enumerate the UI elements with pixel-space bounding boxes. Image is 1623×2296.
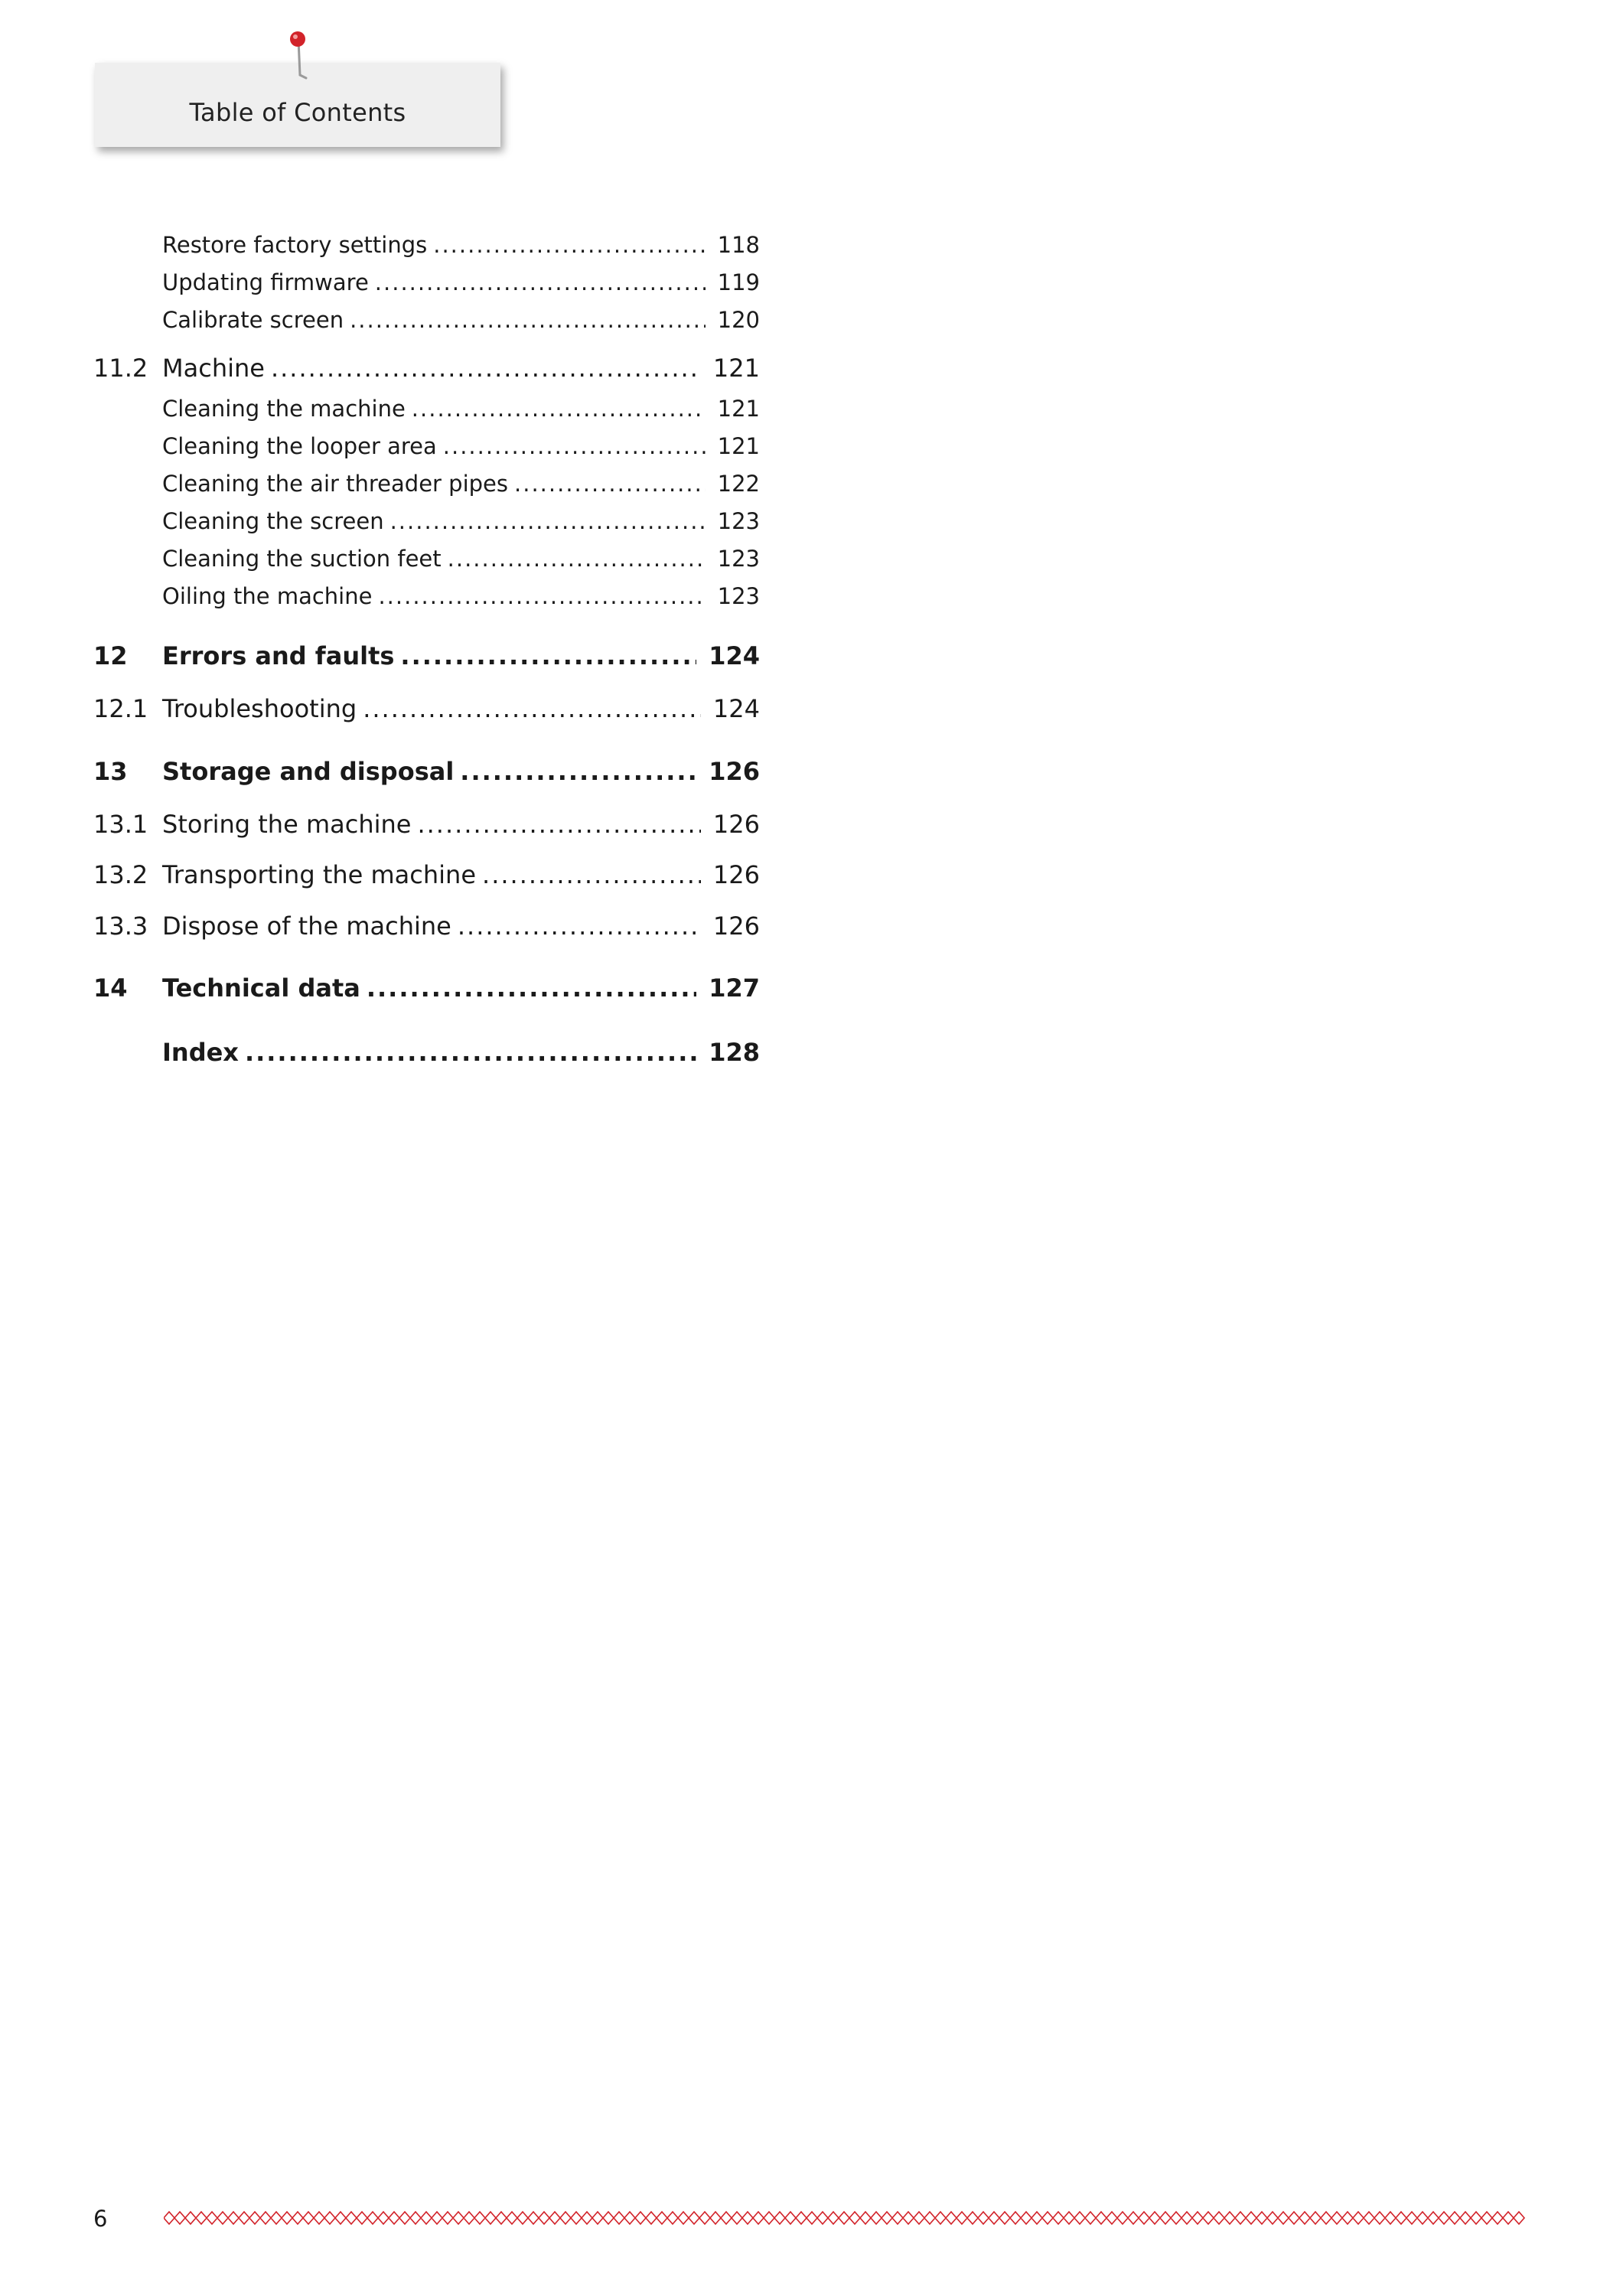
toc-entry[interactable] [93,508,760,534]
toc-entry-number: 12.1 [93,694,148,723]
toc-entry-title: Machine [162,354,265,383]
dot-leader [448,546,706,572]
toc-entry[interactable] [93,974,760,1003]
toc-entry[interactable] [93,757,760,786]
toc-entry-page: 119 [717,269,760,295]
toc-entry-page: 124 [709,641,760,670]
toc-entry-number: 13.1 [93,810,148,839]
toc-entry-title: Troubleshooting [162,694,357,723]
toc-entry-title: Cleaning the screen [162,508,384,534]
dot-leader [350,307,706,333]
dot-leader [375,269,706,295]
dot-leader [363,694,701,723]
toc-entry[interactable] [93,396,760,422]
page-title: Table of Contents [189,98,406,127]
toc-entry-title: Index [162,1038,239,1067]
dot-leader [458,912,701,941]
toc-entry[interactable] [93,1038,760,1067]
dot-leader [433,232,705,258]
toc-entry[interactable] [93,471,760,497]
toc-entry[interactable] [93,269,760,295]
toc-entry-page: 123 [717,546,760,572]
dot-leader [271,354,701,383]
toc-entry-page: 126 [709,757,760,786]
dot-leader [460,757,696,786]
toc-entry-number: 12 [93,641,128,670]
dot-leader [443,433,706,459]
toc-entry-number: 11.2 [93,354,148,383]
toc-entry-title: Cleaning the looper area [162,433,437,459]
toc-entry-title: Oiling the machine [162,583,373,609]
toc-entry-page: 126 [712,810,760,839]
toc-entry[interactable] [93,546,760,572]
toc-entry[interactable] [93,694,760,723]
toc-entry-title: Storage and disposal [162,757,455,786]
toc-entry[interactable] [93,912,760,941]
dot-leader [390,508,706,534]
toc-entry[interactable] [93,354,760,383]
toc-entry-page: 127 [709,974,760,1003]
toc-entry-page: 128 [709,1038,760,1067]
toc-entry-title: Updating firmware [162,269,369,295]
toc-entry-title: Restore factory settings [162,232,428,258]
toc-entry-page: 121 [717,433,760,459]
dot-leader [378,583,705,609]
page-number: 6 [93,2206,108,2232]
toc-entry-page: 120 [717,307,760,333]
toc-entry[interactable] [93,810,760,839]
toc-entry-page: 124 [712,694,760,723]
toc-entry[interactable] [93,232,760,258]
toc-entry-title: Cleaning the suction feet [162,546,442,572]
toc-entry-page: 123 [717,508,760,534]
dot-leader [514,471,706,497]
dot-leader [400,641,696,670]
toc-entry-title: Storing the machine [162,810,412,839]
toc-entry[interactable] [93,433,760,459]
toc-entry-page: 121 [717,396,760,422]
toc-entry-page: 123 [717,583,760,609]
stitch-border-decoration [164,2210,1533,2226]
toc-entry-title: Cleaning the air threader pipes [162,471,509,497]
toc-entry-page: 118 [717,232,760,258]
toc-entry-page: 122 [717,471,760,497]
toc-entry[interactable] [93,860,760,889]
toc-entry-number: 13.3 [93,912,148,941]
toc-entry-number: 14 [93,974,128,1003]
dot-leader [482,860,701,889]
dot-leader [367,974,696,1003]
dot-leader [412,396,706,422]
dot-leader [417,810,700,839]
toc-entry-page: 126 [712,860,760,889]
toc-entry[interactable] [93,307,760,333]
toc-entry-title: Cleaning the machine [162,396,406,422]
toc-entry-page: 121 [712,354,760,383]
dot-leader [245,1038,696,1067]
toc-entry[interactable] [93,641,760,670]
toc-entry[interactable] [93,583,760,609]
toc-entry-title: Transporting the machine [162,860,477,889]
toc-entry-number: 13 [93,757,128,786]
toc-entry-title: Technical data [162,974,360,1003]
toc-entry-title: Dispose of the machine [162,912,451,941]
toc-entry-title: Calibrate screen [162,307,344,333]
toc-entry-title: Errors and faults [162,641,395,670]
toc-entry-page: 126 [712,912,760,941]
toc-entry-number: 13.2 [93,860,148,889]
